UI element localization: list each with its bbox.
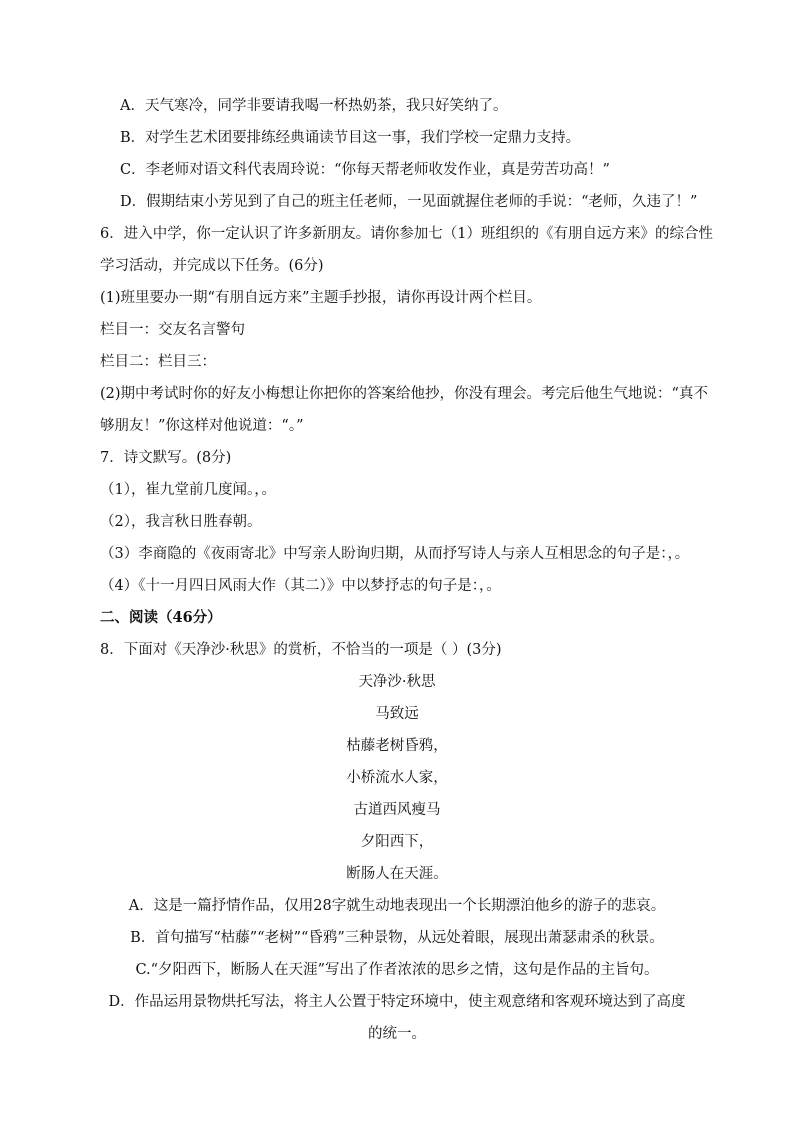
poem-line: 断肠人在天涯。 — [346, 866, 448, 882]
q8-option-a: A．这是一篇抒情作品，仅用28字就生动地表现出一个长期漂泊他乡的游子的悲哀。 — [128, 898, 666, 914]
q6-column23: 栏目二：栏目三： — [100, 354, 216, 370]
q8-option-d-line2: 的统一。 — [368, 1026, 426, 1042]
q6-stem-line2: 学习活动，并完成以下任务。(6分) — [100, 258, 324, 274]
q6-part2-line2: 够朋友！”你这样对他说道：“。” — [100, 418, 304, 434]
poem-line: 枯藤老树昏鸦， — [346, 738, 448, 754]
poem-line: 夕阳西下， — [360, 834, 434, 850]
q6-column1: 栏目一：交友名言警句 — [100, 322, 245, 338]
section-heading: 二、阅读（46分） — [100, 609, 222, 626]
q5-option-a: A．天气寒冷，同学非要请我喝一杯热奶茶，我只好笑纳了。 — [120, 98, 508, 114]
q7-item1: （1），崔九堂前几度闻。，。 — [100, 482, 276, 498]
poem-line: 小桥流水人家， — [346, 770, 448, 786]
q6-stem-line1: 6．进入中学，你一定认识了许多新朋友。请你参加七（1）班组织的《有朋自远方来》的综合性 — [100, 226, 713, 242]
q5-option-c: C．李老师对语文科代表周玲说：“你每天帮老师收发作业，真是劳苦功高！” — [120, 162, 610, 178]
poem-line: 古道西风瘦马 — [353, 802, 441, 818]
q6-part1: (1)班里要办一期“有朋自远方来”主题手抄报，请你再设计两个栏目。 — [100, 290, 542, 306]
q7-item4: （4）《十一月四日风雨大作（其二）》中以梦抒志的句子是：，。 — [100, 578, 501, 594]
q8-option-d-line1: D．作品运用景物烘托写法，将主人公置于特定环境中，使主观意绪和客观环境达到了高度 — [108, 994, 686, 1010]
q5-option-d: D．假期结束小芳见到了自己的班主任老师，一见面就握住老师的手说：“老师，久违了！” — [120, 194, 698, 210]
q8-stem: 8．下面对《天净沙·秋思》的赏析，不恰当的一项是（ ）(3分) — [100, 642, 502, 658]
poem-author: 马致远 — [375, 706, 419, 722]
q8-option-c: C.“夕阳西下，断肠人在天涯”写出了作者浓浓的思乡之情，这句是作品的主旨句。 — [135, 962, 659, 978]
q7-stem: 7．诗文默写。(8分) — [100, 450, 232, 466]
q7-item3: （3）李商隐的《夜雨寄北》中写亲人盼询归期，从而抒写诗人与亲人互相思念的句子是：，。 — [100, 546, 690, 562]
q7-item2: （2），我言秋日胜春朝。 — [100, 514, 262, 530]
poem-title: 天净沙·秋思 — [358, 674, 436, 690]
q6-part2-line1: (2)期中考试时你的好友小梅想让你把你的答案给他抄，你没有理会。考完后他生气地说：“真不 — [100, 386, 708, 402]
q5-option-b: B．对学生艺术团要排练经典诵读节目这一事，我们学校一定鼎力支持。 — [120, 130, 581, 146]
q8-option-b: B．首句描写“枯藤”“老树”“昏鸦”三种景物，从远处着眼，展现出萧瑟肃杀的秋景。 — [130, 930, 664, 946]
